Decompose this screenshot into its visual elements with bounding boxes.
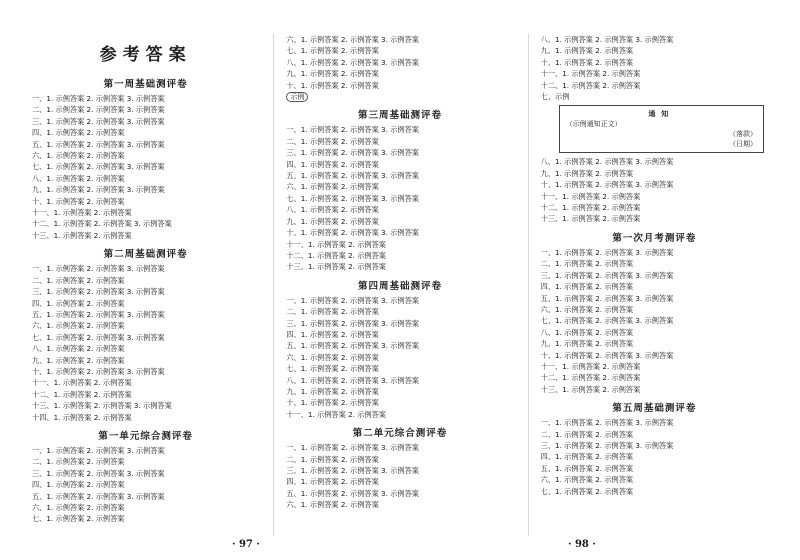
answer-line: 十一、1. 示例答案 2. 示例答案 [540,191,641,201]
answer-line: 八、1. 示例答案 2. 示例答案 [540,327,634,337]
answer-line: 三、1. 示例答案 2. 示例答案 3. 示例答案 [32,468,165,478]
answer-line: 四、1. 示例答案 2. 示例答案 [286,159,379,169]
answer-line: 九、1. 示例答案 2. 示例答案 [286,386,379,396]
column-3 [528,34,768,536]
answer-line: 十二、1. 示例答案 2. 示例答案 [540,80,641,90]
answer-line: 六、1. 示例答案 2. 示例答案 [286,500,379,510]
answer-line: 九、1. 示例答案 2. 示例答案 [540,339,634,349]
answer-line: 一、1. 示例答案 2. 示例答案 3. 示例答案 [286,295,419,305]
answer-line: 一、1. 示例答案 2. 示例答案 3. 示例答案 [286,125,419,135]
answer-line: 七、1. 示例答案 2. 示例答案 [540,486,634,496]
answer-line: 七、1. 示例答案 2. 示例答案 [286,46,379,56]
section-body [541,417,768,497]
answer-line: 五、1. 示例答案 2. 示例答案 3. 示例答案 [286,488,419,498]
section-title: 第二周基础测评卷 [103,249,188,261]
answer-line: 七、示例 [540,92,570,102]
answer-line: 一、1. 示例答案 2. 示例答案 3. 示例答案 [540,247,674,257]
answer-line: 十、1. 示例答案 2. 示例答案 3. 示例答案 [540,180,674,190]
answer-line: 二、1. 示例答案 2. 示例答案 [32,457,125,467]
answer-line: 七、1. 示例答案 2. 示例答案 3. 示例答案 [32,332,165,342]
boxed-word: 示例 [286,92,308,102]
section-body [541,247,768,395]
answer-line: 三、1. 示例答案 2. 示例答案 3. 示例答案 [286,148,419,158]
answer-line: 四、1. 示例答案 2. 示例答案 [286,477,379,487]
answer-line: 四、1. 示例答案 2. 示例答案 [32,128,125,138]
page-number-left: · 97 · [232,539,260,550]
answer-line: 一、1. 示例答案 2. 示例答案 3. 示例答案 [32,94,165,103]
answer-line: 二、1. 示例答案 2. 示例答案 [286,454,379,464]
answer-line: 五、1. 示例答案 2. 示例答案 [540,463,634,473]
answer-line: 六、1. 示例答案 2. 示例答案 [32,503,125,512]
answer-line: 四、1. 示例答案 2. 示例答案 [32,480,125,490]
notice-date: （日期） [728,140,757,149]
answer-line: 十、1. 示例答案 2. 示例答案 [32,196,125,206]
answer-line: 五、1. 示例答案 2. 示例答案 3. 示例答案 [540,293,674,303]
answer-line: 一、1. 示例答案 2. 示例答案 3. 示例答案 [32,445,165,455]
answer-line: 十二、1. 示例答案 2. 示例答案 [540,203,641,213]
column-1 [32,34,259,536]
section-body [286,442,513,510]
continued-answers [541,34,768,102]
answer-line: 九、1. 示例答案 2. 示例答案 [32,355,125,365]
answer-line: 三、1. 示例答案 2. 示例答案 3. 示例答案 [32,116,165,126]
answer-line: 三、1. 示例答案 2. 示例答案 3. 示例答案 [32,287,165,297]
answer-line: 十一、1. 示例答案 2. 示例答案 [286,409,386,419]
answer-line: 三、1. 示例答案 2. 示例答案 3. 示例答案 [286,466,419,475]
answer-line: 六、1. 示例答案 2. 示例答案 [540,475,634,485]
answer-line: 八、1. 示例答案 2. 示例答案 3. 示例答案 [540,157,674,167]
answer-line: 三、1. 示例答案 2. 示例答案 3. 示例答案 [286,318,419,328]
answer-line: 十三、1. 示例答案 2. 示例答案 [540,384,641,394]
boxed-answer-line [286,91,513,102]
answer-line: 十一、1. 示例答案 2. 示例答案 [32,378,132,388]
answer-line: 十、1. 示例答案 2. 示例答案 [540,57,634,67]
answer-line: 九、1. 示例答案 2. 示例答案 [540,46,634,56]
answer-line: 六、1. 示例答案 2. 示例答案 [32,151,125,161]
answer-line: 一、1. 示例答案 2. 示例答案 3. 示例答案 [540,418,674,428]
answer-line: 十一、1. 示例答案 2. 示例答案 [32,208,132,218]
notice-body: （示例通知正文） [565,120,622,129]
answer-line: 二、1. 示例答案 2. 示例答案 [286,136,379,146]
notice-title: 通知 [648,110,675,119]
answer-line: 六、1. 示例答案 2. 示例答案 3. 示例答案 [286,35,419,44]
section-title: 第一单元综合测评卷 [98,430,193,442]
section-title: 第四周基础测评卷 [357,280,442,292]
answer-line: 三、1. 示例答案 2. 示例答案 3. 示例答案 [540,440,674,450]
answer-line: 十二、1. 示例答案 2. 示例答案 [540,373,641,383]
answer-line: 十一、1. 示例答案 2. 示例答案 [286,239,386,249]
answer-line: 四、1. 示例答案 2. 示例答案 [540,282,634,292]
section-body [32,263,259,423]
answer-line: 九、1. 示例答案 2. 示例答案 3. 示例答案 [32,185,165,195]
answer-line: 二、1. 示例答案 2. 示例答案 [32,275,125,285]
answer-line: 四、1. 示例答案 2. 示例答案 [286,329,379,339]
answer-line: 三、1. 示例答案 2. 示例答案 3. 示例答案 [540,270,674,280]
answer-line: 九、1. 示例答案 2. 示例答案 [540,168,634,178]
answer-line: 八、1. 示例答案 2. 示例答案 3. 示例答案 [286,57,419,67]
section-body [286,295,513,420]
answer-line: 五、1. 示例答案 2. 示例答案 3. 示例答案 [286,341,419,351]
answer-line: 十、1. 示例答案 2. 示例答案 [286,80,379,90]
notice-signature: （落款） [728,130,757,139]
answer-line: 四、1. 示例答案 2. 示例答案 [32,298,125,308]
answer-line: 一、1. 示例答案 2. 示例答案 3. 示例答案 [286,443,419,453]
answer-line: 五、1. 示例答案 2. 示例答案 3. 示例答案 [32,491,165,501]
answer-line: 十二、1. 示例答案 2. 示例答案 3. 示例答案 [32,219,172,229]
answer-line: 二、1. 示例答案 2. 示例答案 [540,259,634,269]
section-body [286,124,513,272]
answer-line: 七、1. 示例答案 2. 示例答案 [32,514,125,524]
answer-line: 二、1. 示例答案 2. 示例答案 [540,429,634,439]
answer-line: 十二、1. 示例答案 2. 示例答案 [32,389,132,399]
answer-line: 八、1. 示例答案 2. 示例答案 [286,205,379,215]
answer-line: 七、1. 示例答案 2. 示例答案 [286,364,379,374]
answer-line: 五、1. 示例答案 2. 示例答案 3. 示例答案 [32,139,165,149]
section-body [32,93,259,241]
column-2 [273,34,513,536]
answer-line: 二、1. 示例答案 2. 示例答案 [286,307,379,317]
answer-line: 六、1. 示例答案 2. 示例答案 [286,182,379,192]
answer-line: 九、1. 示例答案 2. 示例答案 [286,216,379,226]
section-title: 第一周基础测评卷 [103,79,188,90]
answer-line: 十、1. 示例答案 2. 示例答案 [286,398,379,408]
answer-line: 十、1. 示例答案 2. 示例答案 3. 示例答案 [32,366,165,376]
answer-line: 六、1. 示例答案 2. 示例答案 [540,304,634,314]
answer-line: 二、1. 示例答案 2. 示例答案 3. 示例答案 [32,105,165,115]
answer-line: 十一、1. 示例答案 2. 示例答案 [540,361,641,371]
answer-line: 十一、1. 示例答案 2. 示例答案 [540,69,641,79]
page-title: 参考答案 [99,45,192,65]
answer-line: 十二、1. 示例答案 2. 示例答案 [286,250,386,260]
answer-line: 七、1. 示例答案 2. 示例答案 3. 示例答案 [32,162,165,172]
answer-line: 七、1. 示例答案 2. 示例答案 3. 示例答案 [286,193,419,203]
answer-line: 十三、1. 示例答案 2. 示例答案 3. 示例答案 [32,401,172,411]
answer-line: 四、1. 示例答案 2. 示例答案 [540,452,634,462]
continued-answers [286,34,513,91]
section-title: 第一次月考测评卷 [612,232,697,244]
answer-line: 八、1. 示例答案 2. 示例答案 3. 示例答案 [286,375,419,385]
section-body [32,445,259,525]
answer-line: 一、1. 示例答案 2. 示例答案 3. 示例答案 [32,264,165,274]
answer-line: 八、1. 示例答案 2. 示例答案 [32,173,125,183]
section-title: 第二单元综合测评卷 [352,428,448,440]
continued-answers [541,156,768,224]
answer-line: 六、1. 示例答案 2. 示例答案 [286,352,379,362]
page-number-right: · 98 · [568,539,596,550]
notice-box [559,105,764,153]
section-title: 第五周基础测评卷 [612,403,697,415]
answer-line: 十四、1. 示例答案 2. 示例答案 [32,412,132,422]
answer-line: 八、1. 示例答案 2. 示例答案 [32,344,125,354]
answer-line: 十三、1. 示例答案 2. 示例答案 [286,262,386,272]
answer-line: 五、1. 示例答案 2. 示例答案 3. 示例答案 [286,171,419,181]
answer-line: 十三、1. 示例答案 2. 示例答案 [540,214,641,224]
answer-line: 十、1. 示例答案 2. 示例答案 3. 示例答案 [286,228,419,238]
answer-line: 十三、1. 示例答案 2. 示例答案 [32,230,132,240]
answer-line: 八、1. 示例答案 2. 示例答案 3. 示例答案 [540,35,674,44]
answer-line: 十、1. 示例答案 2. 示例答案 3. 示例答案 [540,350,674,360]
answer-line: 九、1. 示例答案 2. 示例答案 [286,69,379,79]
answer-line: 七、1. 示例答案 2. 示例答案 3. 示例答案 [540,316,674,326]
answer-line: 五、1. 示例答案 2. 示例答案 3. 示例答案 [32,309,165,319]
section-title: 第三周基础测评卷 [357,110,442,122]
answer-line: 六、1. 示例答案 2. 示例答案 [32,321,125,331]
